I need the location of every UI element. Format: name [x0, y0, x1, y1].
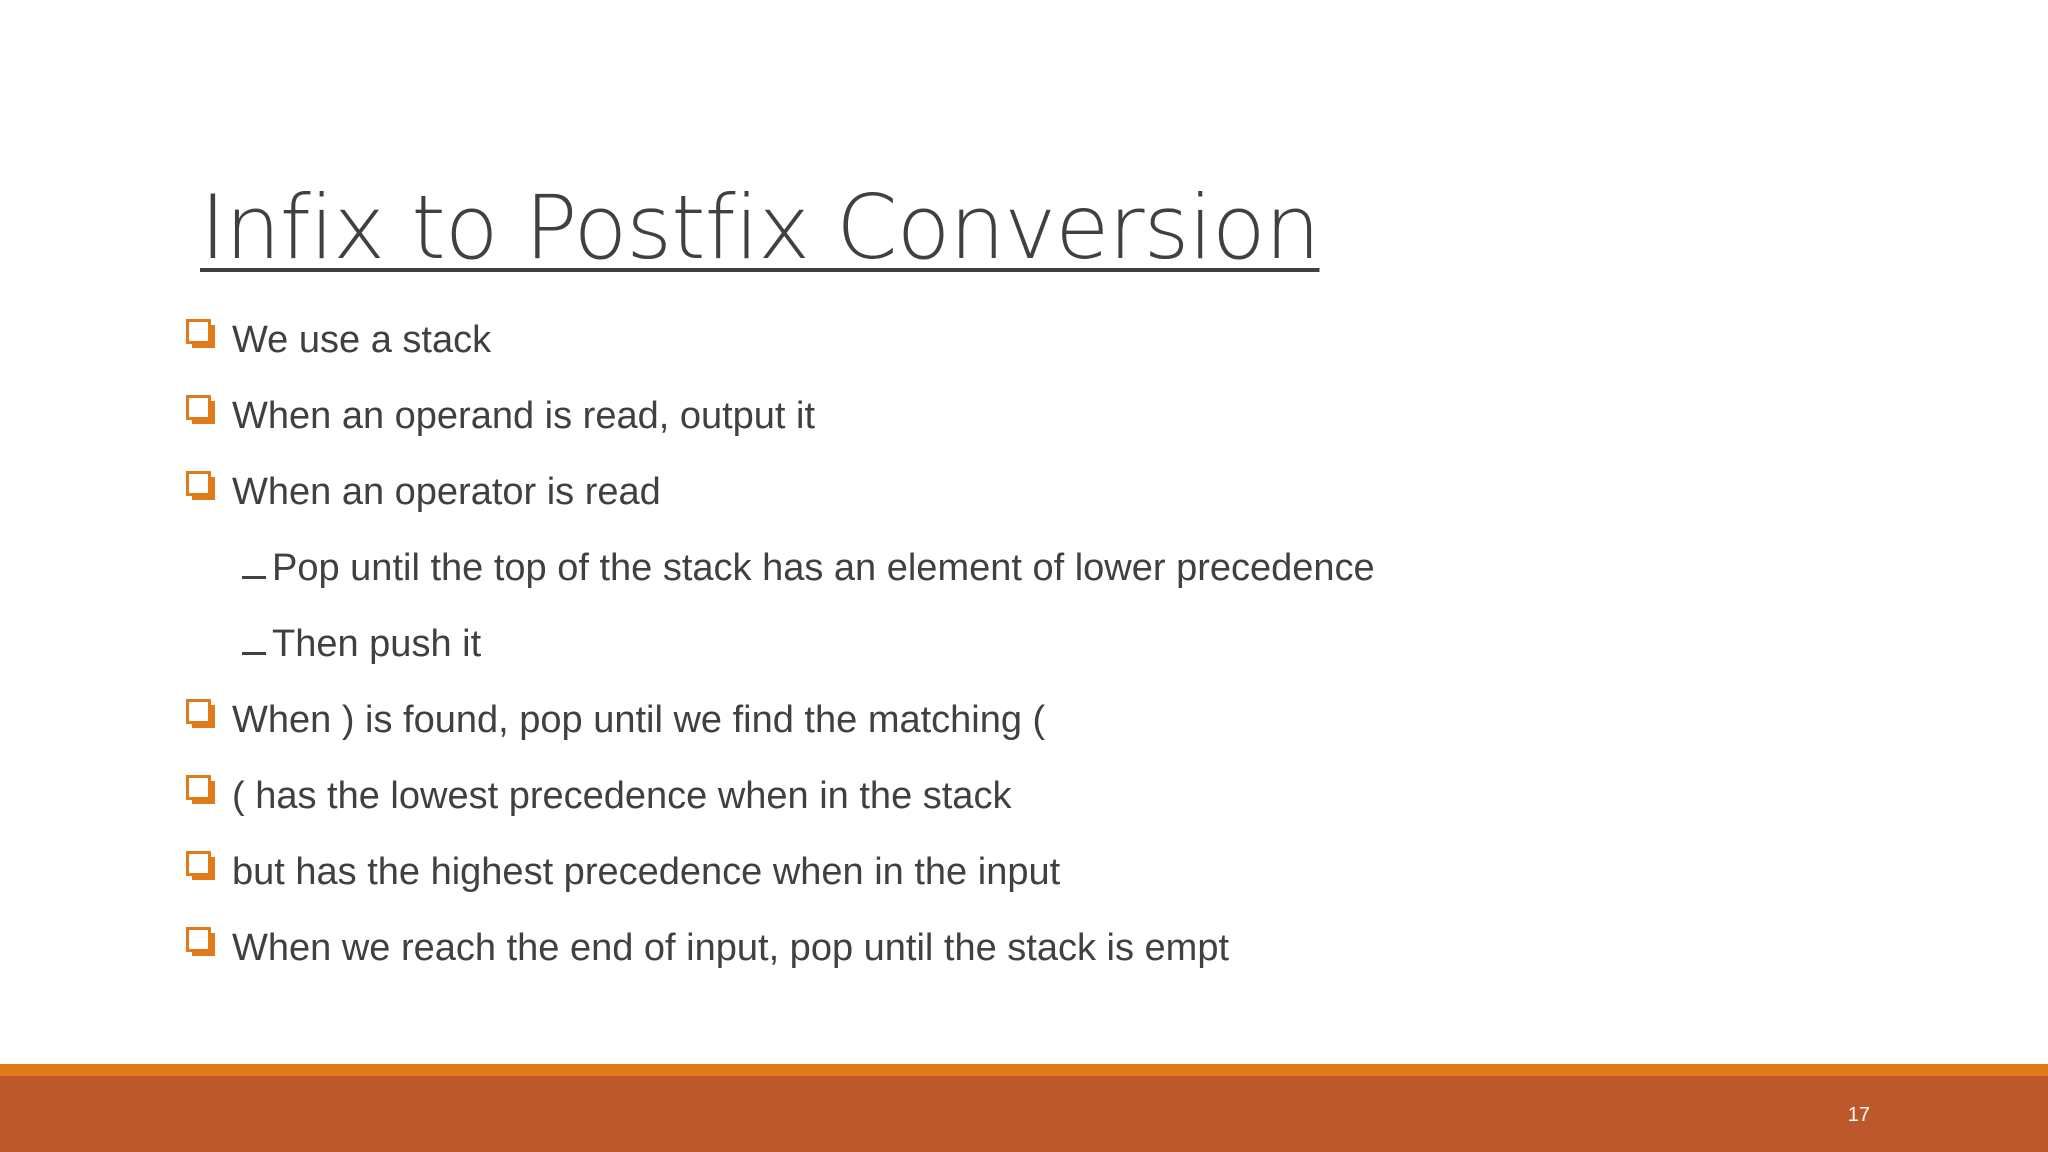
bullet-item — [186, 910, 1375, 986]
sub-bullet-text: Then push it — [272, 622, 482, 665]
bullet-item — [186, 834, 1375, 910]
bullet-text: We use a stack — [232, 318, 492, 361]
dash-icon — [242, 550, 268, 560]
checkbox-icon — [186, 392, 216, 422]
bullet-text: ( has the lowest precedence when in the stack — [232, 774, 1012, 817]
slide-title: Infix to Postfix Conversion — [200, 176, 1320, 279]
checkbox-icon — [186, 316, 216, 346]
bullet-item — [186, 454, 1375, 530]
page-number: 17 — [1847, 1104, 1870, 1126]
sub-bullet-item — [186, 606, 1375, 682]
checkbox-icon — [186, 772, 216, 802]
dash-icon — [242, 626, 268, 636]
bullet-list — [186, 302, 1375, 986]
bullet-item — [186, 378, 1375, 454]
bullet-text: but has the highest precedence when in the input — [232, 850, 1061, 893]
bullet-text: When we reach the end of input, pop until the stack is empt — [232, 926, 1230, 969]
checkbox-icon — [186, 468, 216, 498]
bullet-text: When an operand is read, output it — [232, 394, 816, 437]
footer-accent-stripe — [0, 1064, 2048, 1076]
bullet-text: When ) is found, pop until we find the matching ( — [232, 698, 1046, 741]
checkbox-icon — [186, 848, 216, 878]
bullet-item — [186, 682, 1375, 758]
sub-bullet-text: Pop until the top of the stack has an element of lower precedence — [272, 546, 1375, 589]
bullet-text: When an operator is read — [232, 470, 661, 513]
checkbox-icon — [186, 924, 216, 954]
sub-bullet-item — [186, 530, 1375, 606]
bullet-item — [186, 302, 1375, 378]
checkbox-icon — [186, 696, 216, 726]
bullet-item — [186, 758, 1375, 834]
footer-bar — [0, 1076, 2048, 1152]
